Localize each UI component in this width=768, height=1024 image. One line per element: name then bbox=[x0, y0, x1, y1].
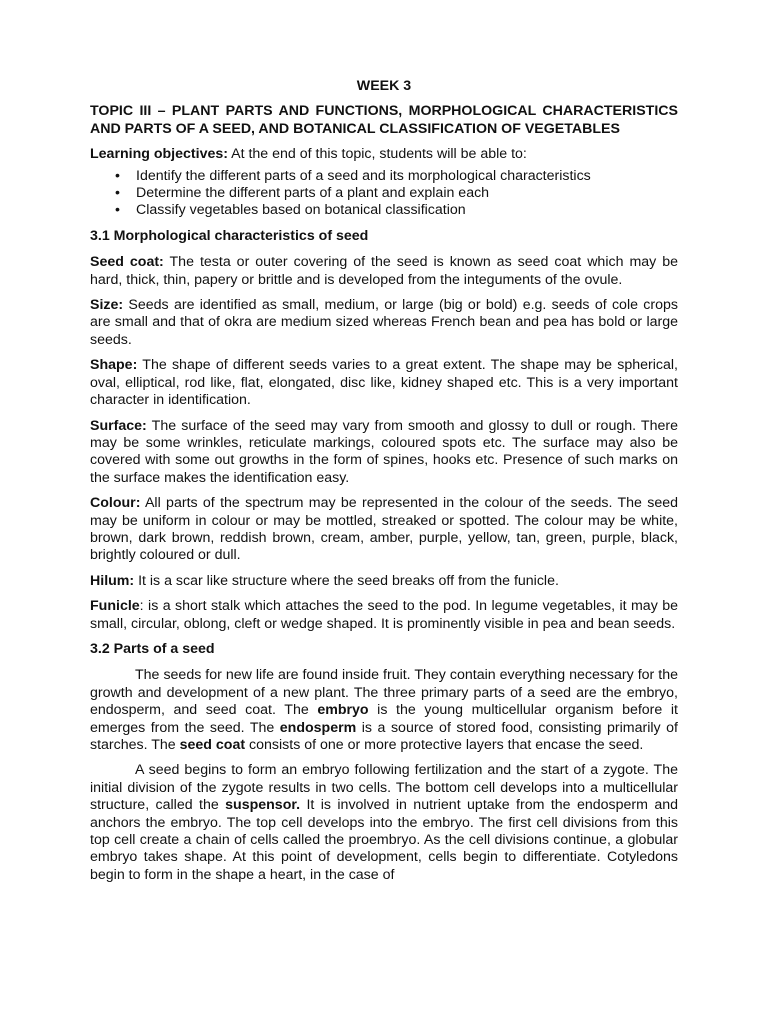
bullet-icon: • bbox=[115, 167, 120, 184]
term: Hilum: bbox=[90, 572, 135, 589]
list-item bbox=[115, 185, 678, 202]
definition: The surface of the seed may vary from smooth and glossy to dull or rough. There may be some wrinkles, reticulate markings, coloured spots etc. The surface may also be covered with some out growths in the form of spines, hooks etc. Presence of such marks on the surface makes the identification easy. bbox=[90, 417, 678, 486]
paragraph-parts-intro bbox=[90, 667, 678, 754]
section-heading-morphology: 3.1 Morphological characteristics of seed bbox=[90, 227, 369, 244]
definition: The shape of different seeds varies to a great extent. The shape may be spherical, oval, elliptical, rod like, flat, elongated, disc like, kidney shaped etc. This is a very important character in identification. bbox=[90, 357, 678, 409]
objectives-list bbox=[90, 168, 678, 220]
list-item bbox=[115, 167, 678, 185]
term: Shape: bbox=[90, 357, 138, 374]
term: Seed coat: bbox=[90, 254, 164, 271]
term-seed-coat: seed coat bbox=[179, 737, 246, 753]
term: Surface: bbox=[90, 417, 147, 434]
list-item bbox=[115, 202, 678, 219]
definition: All parts of the spectrum may be represented in the colour of the seeds. The seed may be uniform in colour or may be mottled, streaked or spotted. The colour may be white, brown, dark brown, reddish brown, cream, amber, purple, yellow, tan, green, purple, black, brightly coloured or dull. bbox=[90, 495, 678, 564]
definition: It is a scar like structure where the seed breaks off from the funicle. bbox=[134, 572, 559, 589]
list-item-text: Determine the different parts of a plant and explain each bbox=[136, 185, 490, 202]
definition: Seeds are identified as small, medium, or large (big or bold) e.g. seeds of cole crops are small and that of okra are medium sized whereas French bean and pea has bold or large seeds. bbox=[90, 297, 678, 348]
section-heading-parts-of-seed: 3.2 Parts of a seed bbox=[90, 640, 215, 657]
term: Funicle bbox=[90, 598, 140, 615]
list-item-text: Identify the different parts of a seed and its morphological characteristics bbox=[136, 167, 591, 184]
text-run: is the young multicellular organism before it emerges from the seed. The bbox=[90, 702, 678, 736]
paragraph-surface bbox=[90, 418, 678, 488]
definition: : is a short stalk which attaches the seed to the pod. In legume vegetables, it may be small, circular, oblong, cleft or wedge shaped. It is prominently visible in pea and bean seeds. bbox=[90, 598, 678, 632]
term-suspensor: suspensor. bbox=[225, 797, 301, 814]
paragraph-colour bbox=[90, 495, 678, 565]
learning-objectives-text: At the end of this topic, students will be able to: bbox=[227, 146, 527, 163]
text-run: A seed begins to form an embryo following fertilization and the start of a zygote. The initial division of the zygote results in two cells. The bottom cell develops into a multicellular structure, called the bbox=[90, 762, 678, 814]
paragraph-shape bbox=[90, 357, 678, 409]
paragraph-size bbox=[90, 297, 678, 349]
term: Colour: bbox=[90, 495, 141, 512]
term-embryo: embryo bbox=[317, 702, 369, 719]
text-run: The seeds for new life are found inside fruit. They contain everything necessary for the growth and development of a new plant. The three primary parts of a seed are the embryo, endosperm, and seed coat. The bbox=[90, 667, 678, 719]
topic-title: TOPIC III – PLANT PARTS AND FUNCTIONS, MORPHOLOGICAL CHARACTERISTICS AND PARTS OF A SEED, AND BOTANICAL CLASSIFICATION OF VEGETABLES bbox=[90, 103, 678, 137]
term: Size: bbox=[90, 297, 124, 314]
learning-objectives-label: Learning objectives: bbox=[90, 146, 228, 163]
learning-objectives bbox=[90, 146, 678, 163]
text-run: consists of one or more protective layers that encase the seed. bbox=[245, 737, 644, 753]
paragraph-embryo-formation bbox=[90, 762, 678, 884]
paragraph-funicle bbox=[90, 598, 678, 633]
text-run: It is involved in nutrient uptake from the endosperm and anchors the embryo. The top cell develops into the embryo. The first cell divisions from this top cell create a chain of cells called the proembryo. As the cell divisions continue, a globular embryo takes shape. At this point of development, cells begin to differentiate. Cotyledons begin to form in the shape a heart, in the case of bbox=[90, 797, 678, 883]
text-run: is a source of stored food, consisting primarily of starches. The bbox=[90, 719, 678, 753]
bullet-icon: • bbox=[115, 185, 120, 202]
bullet-icon: • bbox=[115, 202, 120, 219]
paragraph-hilum bbox=[90, 573, 678, 590]
definition: The testa or outer covering of the seed is known as seed coat which may be hard, thick, thin, papery or brittle and is developed from the integuments of the ovule. bbox=[90, 254, 679, 288]
list-item-text: Classify vegetables based on botanical classification bbox=[136, 202, 466, 219]
paragraph-seed-coat bbox=[90, 254, 678, 289]
week-heading: WEEK 3 bbox=[356, 78, 412, 94]
term-endosperm: endosperm bbox=[279, 719, 357, 736]
